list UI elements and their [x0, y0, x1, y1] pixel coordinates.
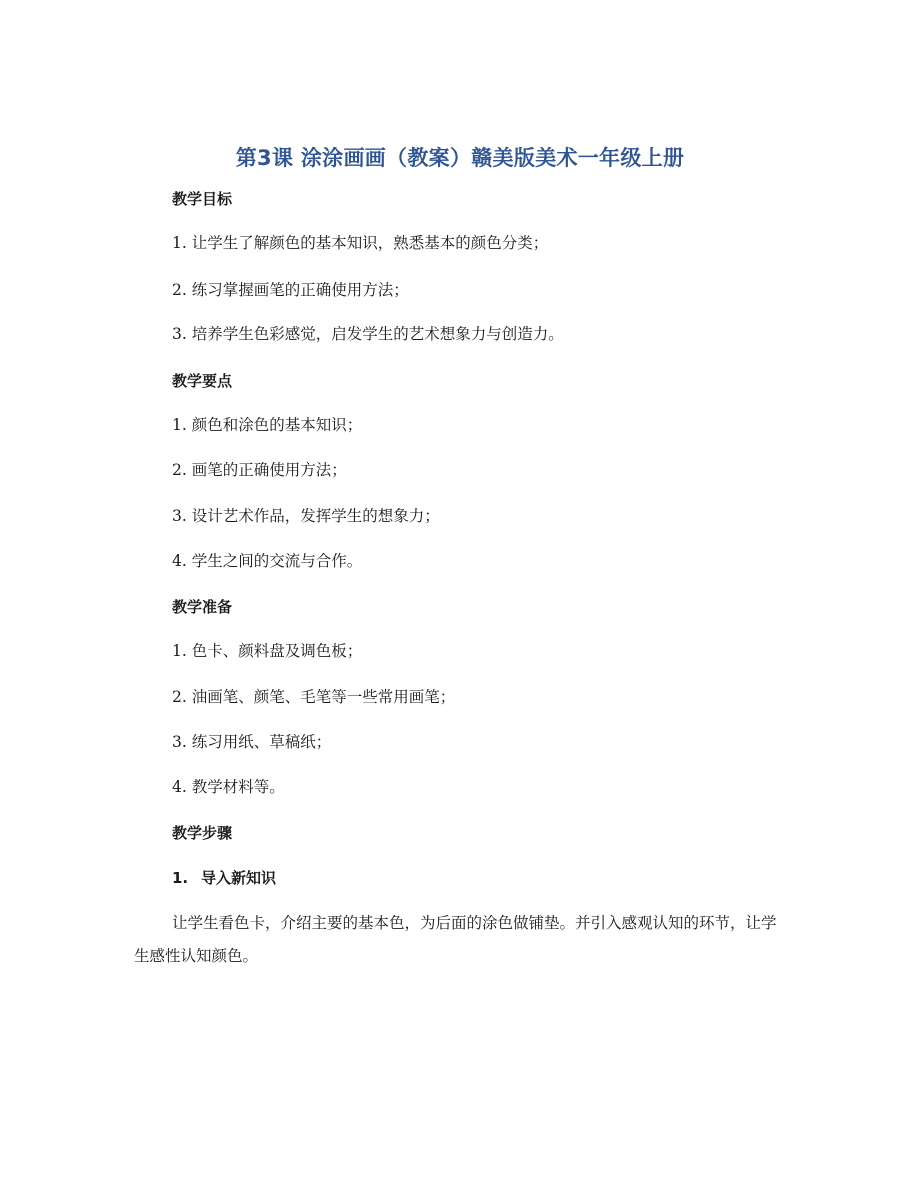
key-point-item: 1. 颜色和涂色的基本知识； [172, 416, 363, 434]
key-point-item: 3. 设计艺术作品，发挥学生的想象力； [172, 507, 440, 525]
objective-item: 3. 培养学生色彩感觉，启发学生的艺术想象力与创造力。 [172, 325, 564, 343]
section-heading-preparation: 教学准备 [172, 598, 233, 616]
preparation-item: 1. 色卡、颜料盘及调色板； [172, 642, 363, 660]
objective-item: 1. 让学生了解颜色的基本知识，熟悉基本的颜色分类； [172, 234, 549, 252]
key-point-item: 2. 画笔的正确使用方法； [172, 461, 347, 479]
step-paragraph: 让学生看色卡，介绍主要的基本色，为后面的涂色做铺垫。并引入感观认知的环节，让学生感性认知颜色。 [134, 914, 777, 965]
step-label: 导入新知识 [201, 869, 277, 887]
step-number: 1. [172, 869, 189, 887]
preparation-item: 3. 练习用纸、草稿纸； [172, 733, 332, 751]
objective-item: 2. 练习掌握画笔的正确使用方法； [172, 281, 409, 299]
step-heading [172, 866, 276, 890]
key-point-item: 4. 学生之间的交流与合作。 [172, 552, 363, 570]
document-title: 第3课 涂涂画画（教案）赣美版美术一年级上册 [235, 146, 685, 170]
section-heading-steps: 教学步骤 [172, 824, 233, 842]
section-heading-key-points: 教学要点 [172, 372, 233, 390]
preparation-item: 4. 教学材料等。 [172, 778, 285, 796]
preparation-item: 2. 油画笔、颜笔、毛笔等一些常用画笔； [172, 688, 456, 706]
section-heading-objectives: 教学目标 [172, 190, 233, 208]
